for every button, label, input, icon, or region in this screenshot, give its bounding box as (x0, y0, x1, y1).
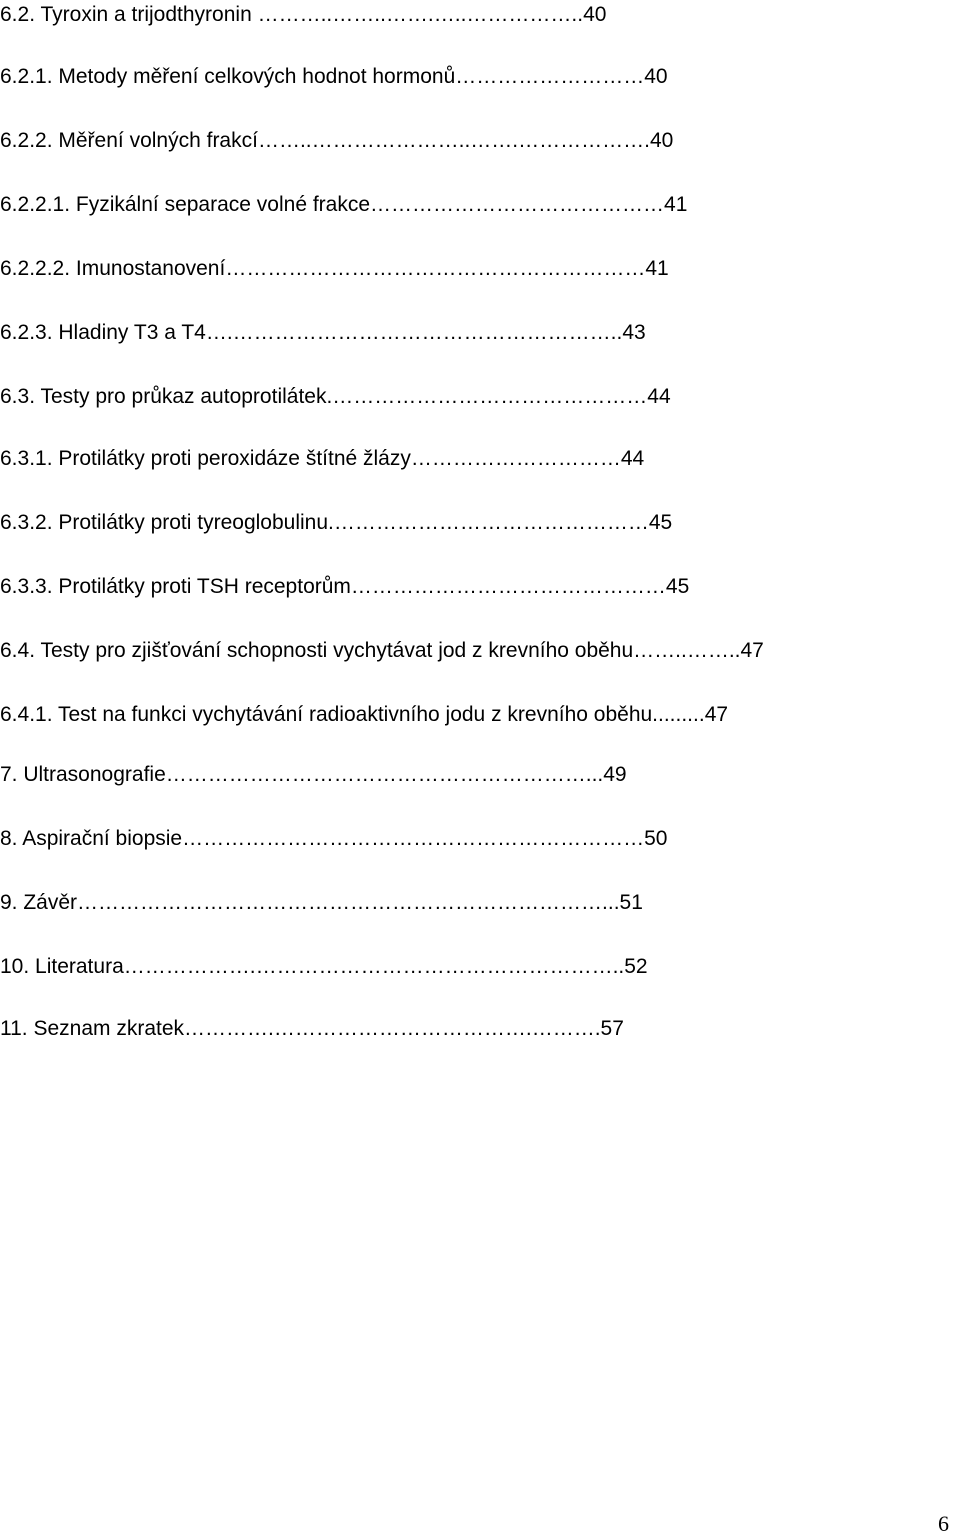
toc-entry-11: 11. Seznam zkratek………….……………………………….……….57 (0, 1017, 624, 1040)
toc-entry-6-2: 6.2. Tyroxin a trijodthyronin ………..……..…….…..……………..40 (0, 3, 607, 26)
toc-entry-6-3-1: 6.3.1. Protilátky proti peroxidáze štítné žlázy…………………………44 (0, 447, 645, 470)
toc-entry-6-4: 6.4. Testy pro zjišťování schopnosti vychytávat jod z krevního oběhu……..……..47 (0, 639, 764, 662)
toc-entry-7: 7. Ultrasonografie……………………………………………………...49 (0, 763, 627, 786)
toc-entry-6-3-3: 6.3.3. Protilátky proti TSH receptorům………………………………………45 (0, 575, 690, 598)
toc-entry-9: 9. Závěr…………………………………………………………………...51 (0, 891, 643, 914)
toc-entry-6-4-1: 6.4.1. Test na funkci vychytávání radioaktivního jodu z krevního oběhu.........47 (0, 703, 729, 726)
toc-entry-6-2-1: 6.2.1. Metody měření celkových hodnot hormonů………………………40 (0, 65, 668, 88)
toc-entry-6-2-3: 6.2.3. Hladiny T3 a T4….………………………………………………..43 (0, 321, 646, 344)
toc-entry-6-2-2-2: 6.2.2.2. Imunostanovení……………………………………………………41 (0, 257, 669, 280)
toc-entry-8: 8. Aspirační biopsie…………………………………………………………50 (0, 827, 668, 850)
toc-entry-6-3-2: 6.3.2. Protilátky proti tyreoglobulinu.………………………………………45 (0, 511, 673, 534)
toc-entry-6-2-2: 6.2.2. Měření volných frakcí……..…………………..…….……………….40 (0, 129, 674, 152)
toc-entry-10: 10. Literatura……………….……………………………………………..52 (0, 955, 648, 978)
toc-entry-6-3: 6.3. Testy pro průkaz autoprotilátek.………………………………………44 (0, 385, 671, 408)
toc-entry-6-2-2-1: 6.2.2.1. Fyzikální separace volné frakce……………………………………41 (0, 193, 688, 216)
page-number: 6 (938, 1511, 949, 1536)
